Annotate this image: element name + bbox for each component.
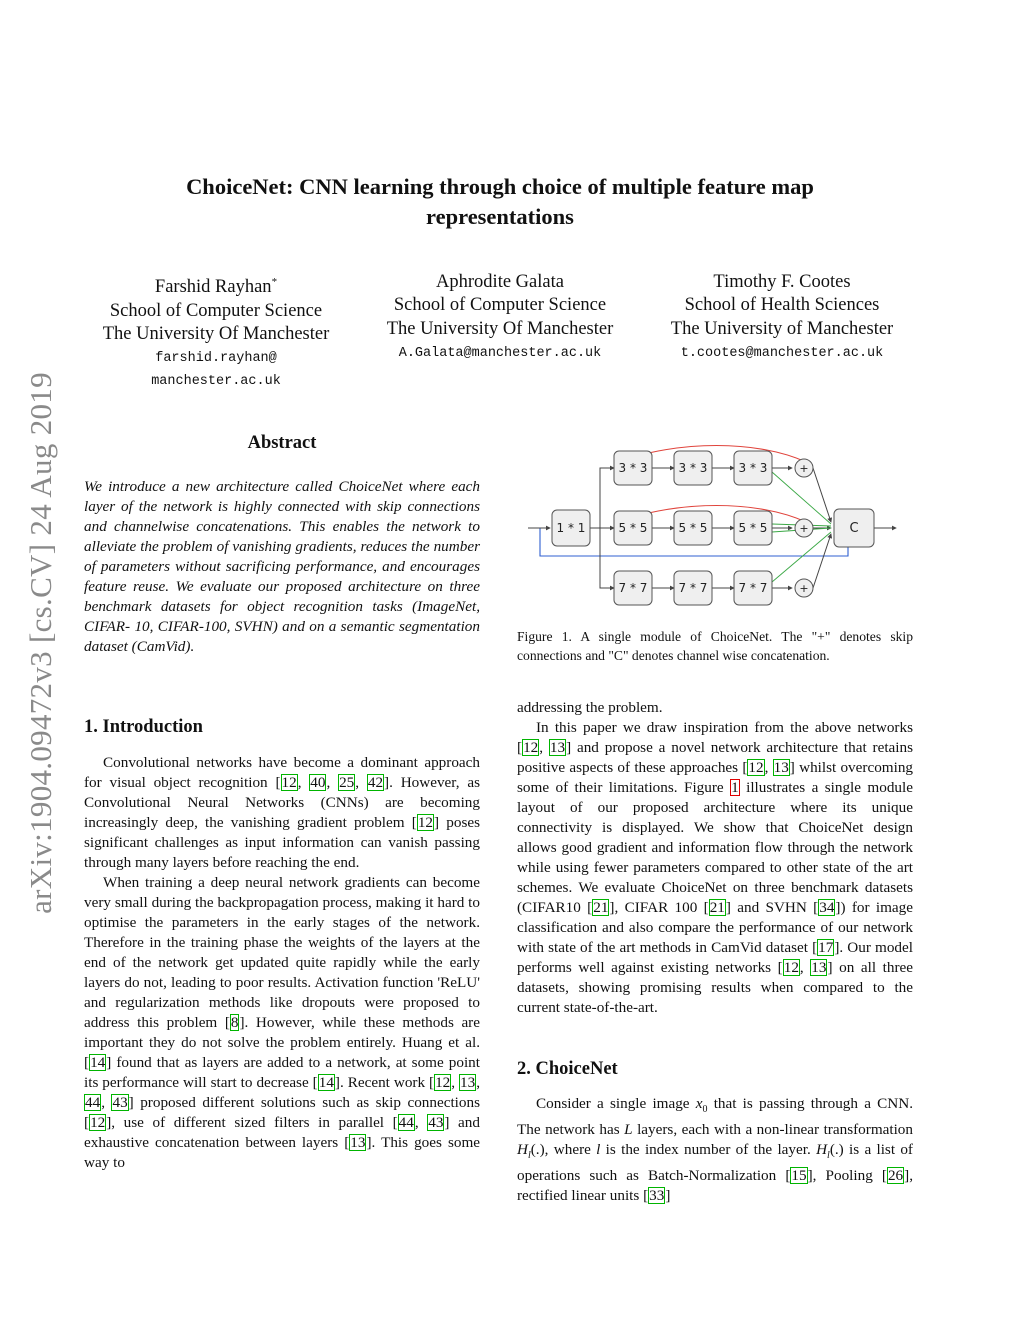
citation-link[interactable]: 44 [398,1114,414,1131]
label-7x7: 7 * 7 [738,581,768,595]
author-email[interactable]: farshid.rayhan@ [155,351,277,367]
citation-link[interactable]: 12 [435,1074,451,1091]
author-block-1 [76,271,356,393]
choicenet-body [517,1094,913,1206]
citation-link[interactable]: 17 [818,939,834,956]
choicenet-paragraph-1: Consider a single image $x_0$ that is passing through a CNN. The network has L layers, each with a non-linear transformation $H_l(.)$, where l is the index number of the layer. $H_l(.)$ is a list of operations such as Batch-Normalization [15], Pooling [26], rectified linear units [33] [517,1095,913,1205]
author-block-3 [642,271,922,365]
section-heading-introduction: 1. Introduction [84,717,203,737]
label-3x3: 3 * 3 [738,461,768,475]
label-7x7: 7 * 7 [618,581,648,595]
citation-link[interactable]: 13 [549,739,566,756]
figure-reference-link[interactable]: 1 [731,779,739,796]
citation-link[interactable]: 8 [230,1014,239,1031]
label-5x5: 5 * 5 [618,521,648,535]
author-affiliation: School of Computer Science [393,295,607,316]
abstract-text: We introduce a new architecture called ChoiceNet where each layer of the network is highly connected with skip connections and channelwise concatenations. This enables the network to alleviate the problem of vanishing gradients, reduces the number of parameters without sacrificing performance, and encourages feature reuse. We evaluate our proposed architecture on three benchmark datasets for object recognition tasks (ImageNet, CIFAR- 10, CIFAR-100, SVHN) and on a semantic segmentation dataset (CamVid). [84,478,480,655]
author-block-2 [360,271,640,365]
author-affiliation: School of Computer Science [109,300,323,321]
label-3x3: 3 * 3 [678,461,708,475]
figure-1-caption: Figure 1. A single module of ChoiceNet. The "+" denotes skip connections and "C" denotes channel wise concatenation. [517,629,913,663]
author-email-cont[interactable]: manchester.ac.uk [151,374,281,390]
label-concat: C [849,521,859,536]
intro-paragraph-2: When training a deep neural network gradients can become very small during the backpropagation process, making it hard to optimise the parameters in the early stages of the network. Therefore in the training phase the weights of the layers at the end of the network get updated quite rapidly while the early layers do not, leading to poor results. Activation function 'ReLU' and regularization methods like dropouts were proposed to address this problem [8]. However, while these methods are important they do not solve the problem entirely. Huang et al. [14] found that as layers are added to a network, at some point its performance will start to decrease [14]. Recent work [12, 13, 44, 43] proposed different solutions such as skip connections [12], use of different sized filters in parallel [44, 43] and exhaustive concatenation between layers [13]. This goes some way to [84,874,481,1171]
label-5x5: 5 * 5 [738,521,768,535]
author-institution: The University Of Manchester [102,323,330,344]
citation-link[interactable]: 12 [281,774,297,791]
author-email[interactable]: A.Galata@manchester.ac.uk [398,346,602,362]
citation-link[interactable]: 15 [791,1167,807,1185]
label-3x3: 3 * 3 [618,461,648,475]
author-institution: The University Of Manchester [386,318,614,339]
abstract-heading: Abstract [247,433,317,453]
paper-title: ChoiceNet: CNN learning through choice of multiple feature map representations [186,174,814,229]
citation-link[interactable]: 13 [460,1074,476,1091]
citation-link[interactable]: 13 [811,959,827,976]
citation-link[interactable]: 40 [310,774,326,791]
author-name: Timothy F. Cootes [713,272,851,292]
citation-link[interactable]: 12 [748,759,764,776]
citation-link[interactable]: 13 [350,1134,366,1151]
intro-body [84,753,480,1173]
citation-link[interactable]: 12 [90,1114,106,1131]
citation-link[interactable]: 43 [428,1114,444,1131]
citation-link[interactable]: 26 [887,1167,904,1185]
label-5x5: 5 * 5 [678,521,708,535]
citation-link[interactable]: 44 [85,1094,101,1111]
author-email[interactable]: t.cootes@manchester.ac.uk [680,346,884,362]
label-plus: + [799,462,809,475]
author-name: Aphrodite Galata [436,272,564,292]
citation-link[interactable]: 43 [112,1094,128,1111]
citation-link[interactable]: 14 [318,1074,334,1091]
author-name: Farshid Rayhan* [154,276,278,298]
abstract-body [84,477,480,657]
citation-link[interactable]: 25 [339,774,355,791]
citation-link[interactable]: 33 [649,1187,665,1205]
citation-link[interactable]: 12 [417,814,434,831]
right-column-body [517,698,913,1018]
citation-link[interactable]: 14 [90,1054,106,1071]
citation-link[interactable]: 13 [773,759,789,776]
citation-link[interactable]: 12 [523,739,539,756]
citation-link[interactable]: 12 [783,959,799,976]
intro-paragraph-1: Convolutional networks have become a dominant approach for visual object recognition [12, 40, 25, 42]. However, as Convolutional Neural Networks (CNNs) are becoming increasingly deep, the vanishing gradient problem [12] poses significant challenges as input information can vanish passing through many layers before reaching the end. [84,754,481,871]
label-plus: + [799,522,809,535]
figure-1-diagram [528,432,912,622]
section-heading-choicenet: 2. ChoiceNet [517,1059,618,1079]
author-institution: The University of Manchester [670,318,894,339]
continued-paragraph: addressing the problem. [517,699,663,716]
label-plus: + [799,582,809,595]
label-input: 1 * 1 [556,521,586,535]
citation-link[interactable]: 42 [367,774,384,791]
label-7x7: 7 * 7 [678,581,708,595]
citation-link[interactable]: 34 [819,899,835,916]
citation-link[interactable]: 21 [593,899,609,916]
author-affiliation: School of Health Sciences [684,295,880,316]
arxiv-sidebar-identifier [4,345,78,941]
citation-link[interactable]: 21 [709,899,725,916]
intro-paragraph-3: In this paper we draw inspiration from the above networks [12, 13] and propose a novel network architecture that retains positive aspects of these approaches [12, 13] whilst overcoming some of their limitations. Figure 1 illustrates a single module layout of our proposed architecture where its unique connectivity is displayed. We show that ChoiceNet design allows good gradient and information flow through the network while using fewer parameters compared to other state of the art schemes. We evaluate ChoiceNet on three benchmark datasets (CIFAR10 [21], CIFAR 100 [21] and SVHN [34]) for image classification and also compare the performance of our network with state of the art methods in CamVid dataset [17]. Our model performs well against existing networks [12, 13] on all three datasets, showing promising results when compared to the current state-of-the-art. [517,719,914,1016]
arxiv-id-text: arXiv:1904.09472v3 [cs.CV] 24 Aug 2019 [23,372,58,914]
